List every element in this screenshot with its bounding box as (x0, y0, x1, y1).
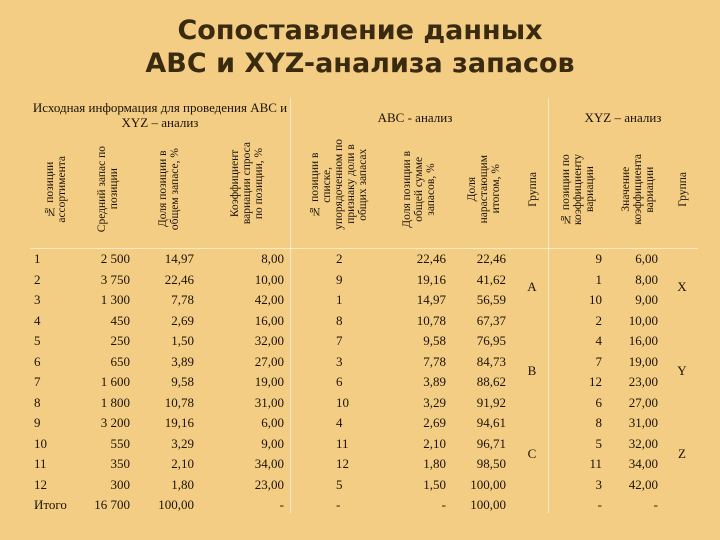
cell-n: 9 (34, 415, 41, 430)
cell-xyz-cv: 9,00 (635, 292, 658, 307)
cell-cv: 10,00 (254, 271, 284, 287)
cell-share: 22,46 (164, 271, 194, 287)
cell-abc-share: 2,10 (423, 435, 446, 451)
xyz-group-x: X (677, 279, 687, 294)
cell-abc-share: 3,89 (423, 374, 446, 389)
cell-n: 11 (34, 456, 47, 471)
cell-xyz-n: 1 (595, 271, 602, 287)
cell-cum: 100,00 (470, 476, 506, 492)
cell-abc-n: 6 (336, 374, 343, 389)
cell-abc-n: - (336, 497, 341, 512)
cell-abc-n: 7 (336, 333, 343, 348)
cell-abc-share: 10,78 (416, 312, 446, 328)
abc-group-c: C (527, 446, 537, 461)
cell-n: 8 (34, 394, 41, 410)
cell-n: 3 (34, 292, 41, 307)
cell-share: 19,16 (164, 415, 194, 430)
col-header-cumulative: Доля нарастающим итогом, % (466, 154, 502, 224)
cell-cum: 76,95 (476, 333, 506, 348)
abc-group-a: A (527, 279, 537, 294)
divider (290, 98, 291, 513)
cell-abc-share: 7,78 (423, 353, 446, 369)
cell-cum: 88,62 (476, 374, 506, 389)
cell-stock: 550 (110, 435, 130, 451)
cell-abc-n: 11 (336, 435, 349, 451)
cell-n: 10 (34, 435, 47, 451)
cell-xyz-cv: 10,00 (628, 312, 658, 328)
cell-xyz-cv: 34,00 (628, 456, 658, 471)
col-header-xyz-group: Группа (677, 171, 689, 207)
cell-stock: 650 (110, 353, 130, 369)
cell-cum: 96,71 (476, 435, 506, 451)
source-info-header: Исходная информация для проведения ABC и XYZ – анализ (32, 100, 288, 130)
cell-xyz-n: 11 (589, 456, 602, 471)
cell-abc-share: 22,46 (416, 251, 446, 266)
cell-n: 7 (34, 374, 41, 389)
cell-xyz-n: 5 (595, 435, 602, 451)
cell-xyz-n: 9 (595, 251, 602, 266)
cell-abc-n: 2 (336, 251, 343, 266)
cell-cv: 9,00 (261, 435, 284, 451)
cell-cv: 16,00 (254, 312, 284, 328)
cell-abc-share: 1,50 (423, 476, 446, 492)
cell-xyz-cv: 16,00 (628, 333, 658, 348)
cell-xyz-cv: 6,00 (635, 251, 658, 266)
cell-abc-n: 1 (336, 292, 343, 307)
cell-n: Итого (34, 497, 67, 512)
cell-share: 3,29 (171, 435, 194, 451)
cell-xyz-cv: 31,00 (628, 415, 658, 430)
cell-xyz-n: 12 (589, 374, 602, 389)
cell-cv: 19,00 (254, 374, 284, 389)
cell-xyz-n: 7 (595, 353, 602, 369)
cell-share: 2,69 (171, 312, 194, 328)
cell-xyz-n: 6 (595, 394, 602, 410)
title-line-1: Сопоставление данных (177, 15, 543, 46)
cell-n: 5 (34, 333, 41, 348)
cell-xyz-cv: 42,00 (628, 476, 658, 492)
cell-abc-share: - (441, 497, 446, 512)
col-header-abc-share: Доля позиции в общей сумме запасов, % (401, 150, 437, 228)
cell-share: 10,78 (164, 394, 194, 410)
cell-abc-share: 14,97 (416, 292, 446, 307)
cell-abc-share: 19,16 (416, 271, 446, 287)
cell-xyz-n: 2 (595, 312, 602, 328)
cell-cum: 41,62 (476, 271, 506, 287)
cell-stock: 1 300 (100, 292, 130, 307)
cell-n: 1 (34, 251, 41, 266)
cell-xyz-n: - (597, 497, 602, 512)
cell-abc-n: 3 (336, 353, 343, 369)
cell-xyz-cv: - (653, 497, 658, 512)
abc-group-b: B (527, 363, 537, 378)
cell-share: 2,10 (171, 456, 194, 471)
col-header-variation-coef: Коэффициент вариации спроса по позиции, % (229, 141, 265, 225)
cell-cv: 23,00 (254, 476, 284, 492)
cell-share: 9,58 (171, 374, 194, 389)
cell-stock: 3 750 (100, 271, 130, 287)
xyz-group-z: Z (678, 446, 686, 461)
cell-n: 2 (34, 271, 41, 287)
cell-abc-share: 2,69 (423, 415, 446, 430)
cell-share: 3,89 (171, 353, 194, 369)
cell-stock: 300 (110, 476, 130, 492)
cell-cv: 27,00 (254, 353, 284, 369)
cell-stock: 16 700 (94, 497, 130, 512)
cell-abc-n: 4 (336, 415, 343, 430)
cell-n: 12 (34, 476, 47, 492)
cell-share: 1,50 (171, 333, 194, 348)
col-header-xyz-value: Значение коэффициента вариации (620, 153, 656, 225)
cell-cum: 22,46 (476, 251, 506, 266)
cell-n: 4 (34, 312, 41, 328)
cell-abc-share: 3,29 (423, 394, 446, 410)
col-header-abc-group: Группа (527, 171, 539, 207)
cell-xyz-cv: 23,00 (628, 374, 658, 389)
cell-xyz-n: 8 (595, 415, 602, 430)
cell-cv: 34,00 (254, 456, 284, 471)
cell-cum: 100,00 (470, 497, 506, 512)
cell-cum: 98,50 (476, 456, 506, 471)
col-header-avg-stock: Средний запас по позиции (96, 145, 120, 233)
cell-cv: 6,00 (261, 415, 284, 430)
col-header-stock-share: Доля позиции в общем запасе, % (157, 147, 181, 231)
cell-stock: 3 200 (100, 415, 130, 430)
cell-cv: 32,00 (254, 333, 284, 348)
cell-cv: 8,00 (261, 251, 284, 266)
cell-xyz-n: 4 (595, 333, 602, 348)
col-header-abc-position: № позиции в списке, упорядоченном по признаку доли в общих запасах (309, 138, 369, 230)
cell-abc-share: 1,80 (423, 456, 446, 471)
cell-n: 6 (34, 353, 41, 369)
cell-cv: 42,00 (254, 292, 284, 307)
divider (30, 248, 698, 249)
cell-abc-n: 8 (336, 312, 343, 328)
xyz-analysis-header: XYZ – анализ (584, 110, 662, 125)
cell-stock: 1 800 (100, 394, 130, 410)
xyz-group-y: Y (677, 363, 687, 378)
cell-xyz-cv: 19,00 (628, 353, 658, 369)
cell-cum: 56,59 (476, 292, 506, 307)
cell-abc-share: 9,58 (423, 333, 446, 348)
cell-cum: 84,73 (476, 353, 506, 369)
cell-stock: 1 600 (100, 374, 130, 389)
cell-stock: 450 (110, 312, 130, 328)
page-title (0, 14, 720, 80)
cell-abc-n: 12 (336, 456, 349, 471)
cell-cum: 67,37 (476, 312, 506, 328)
cell-xyz-cv: 8,00 (635, 271, 658, 287)
cell-cum: 94,61 (476, 415, 506, 430)
cell-cv: - (279, 497, 284, 512)
cell-share: 14,97 (164, 251, 194, 266)
cell-xyz-cv: 32,00 (628, 435, 658, 451)
cell-share: 1,80 (171, 476, 194, 492)
cell-stock: 350 (110, 456, 130, 471)
title-line-2: ABC и XYZ-анализа запасов (145, 48, 575, 79)
col-header-position: № позиции ассортимента (44, 155, 68, 223)
cell-abc-n: 9 (336, 271, 343, 287)
cell-stock: 2 500 (100, 251, 130, 266)
cell-share: 100,00 (158, 497, 194, 512)
cell-stock: 250 (110, 333, 130, 348)
cell-cv: 31,00 (254, 394, 284, 410)
abc-analysis-header: ABC - анализ (377, 110, 453, 125)
cell-xyz-n: 3 (595, 476, 602, 492)
col-header-xyz-position: № позиции по коэффициенту вариации (560, 153, 596, 225)
cell-abc-n: 10 (336, 394, 349, 410)
cell-abc-n: 5 (336, 476, 343, 492)
cell-cum: 91,92 (476, 394, 506, 410)
cell-xyz-cv: 27,00 (628, 394, 658, 410)
cell-share: 7,78 (171, 292, 194, 307)
cell-xyz-n: 10 (589, 292, 602, 307)
